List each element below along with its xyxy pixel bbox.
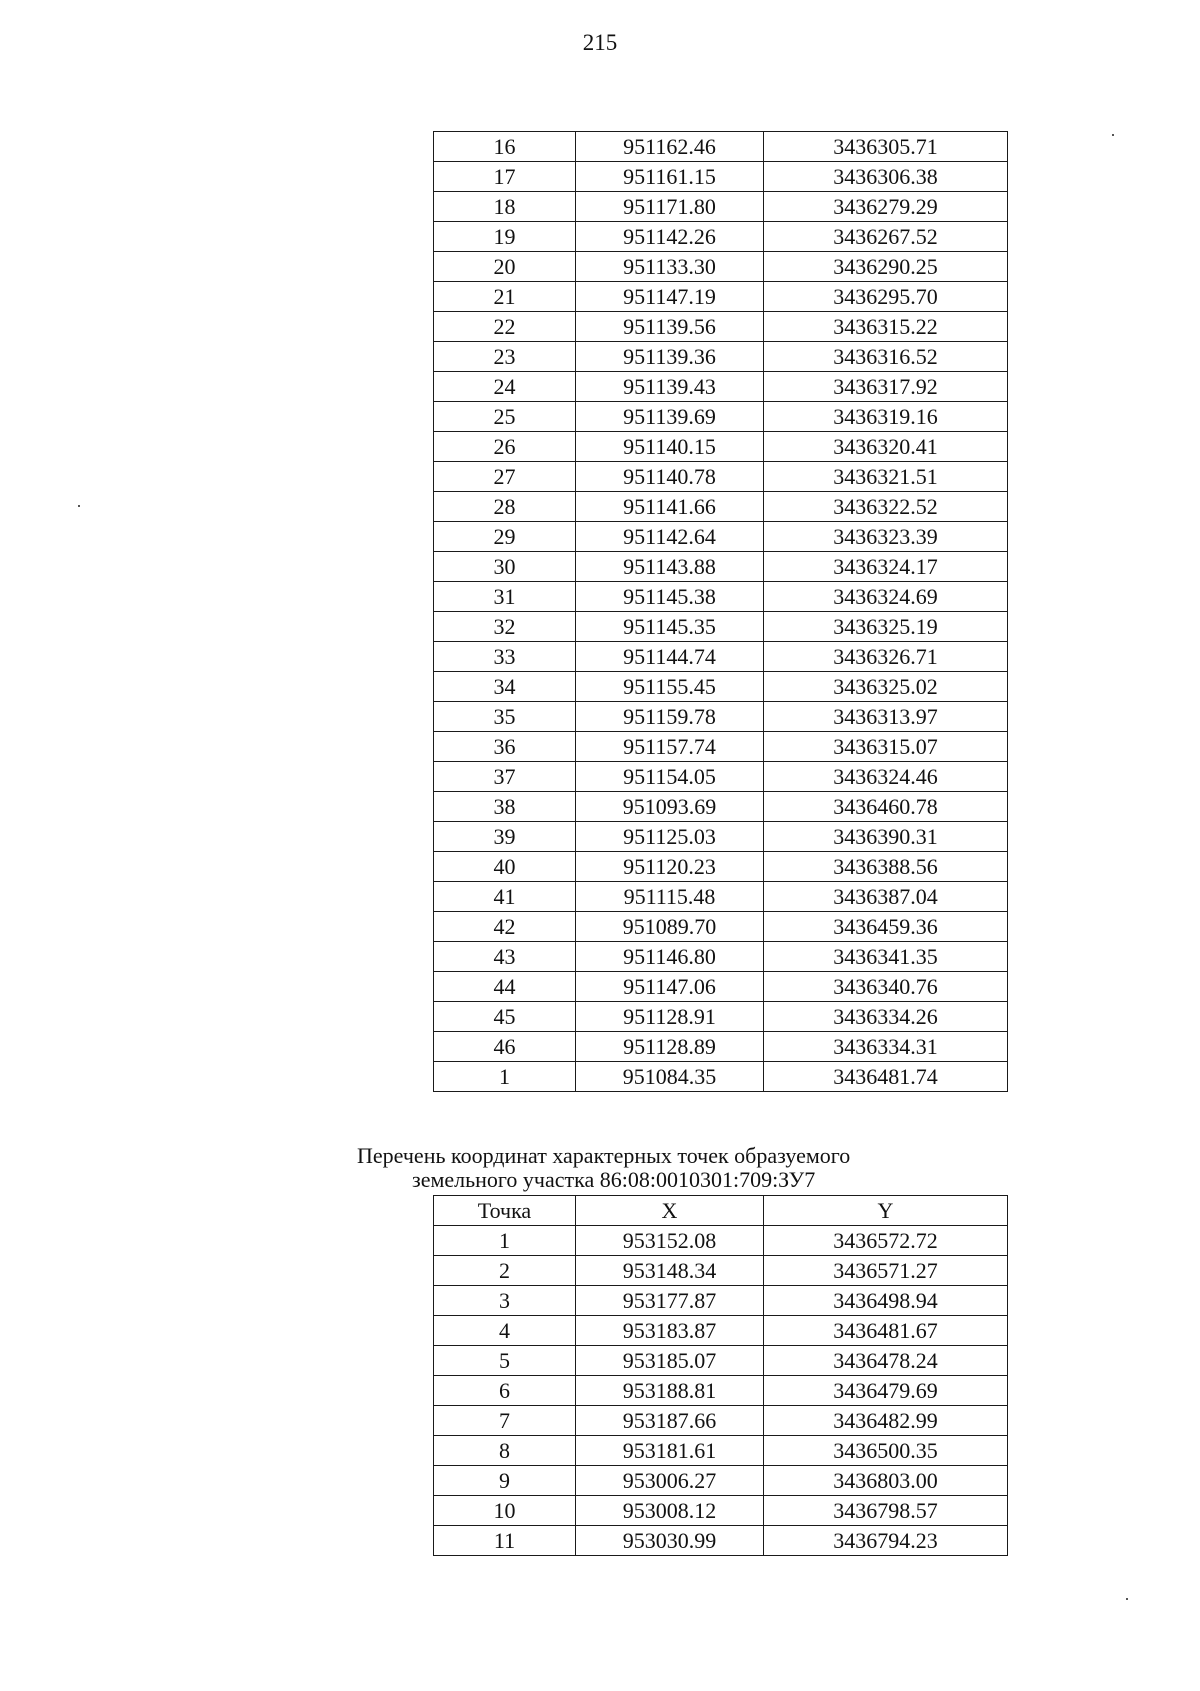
cell-x: 951142.64 [576,522,764,552]
cell-x: 953152.08 [576,1226,764,1256]
cell-x: 951142.26 [576,222,764,252]
cell-y: 3436794.23 [764,1526,1008,1556]
cell-x: 951120.23 [576,852,764,882]
cell-point: 2 [434,1256,576,1286]
cell-y: 3436388.56 [764,852,1008,882]
table-row [434,372,1008,402]
cell-point: 41 [434,882,576,912]
table-row [434,132,1008,162]
cell-y: 3436803.00 [764,1466,1008,1496]
cell-x: 951147.06 [576,972,764,1002]
cell-y: 3436334.31 [764,1032,1008,1062]
cell-x: 953181.61 [576,1436,764,1466]
table-row [434,312,1008,342]
cell-x: 951143.88 [576,552,764,582]
table-row [434,192,1008,222]
cell-point: 11 [434,1526,576,1556]
cell-y: 3436341.35 [764,942,1008,972]
table-row [434,792,1008,822]
table-row [434,252,1008,282]
table-row [434,672,1008,702]
cell-x: 953148.34 [576,1256,764,1286]
table-row [434,282,1008,312]
cell-point: 16 [434,132,576,162]
cell-x: 951125.03 [576,822,764,852]
cell-y: 3436482.99 [764,1406,1008,1436]
table-row [434,912,1008,942]
cell-x: 951140.15 [576,432,764,462]
table-row [434,1436,1008,1466]
cell-x: 953188.81 [576,1376,764,1406]
table-row [434,432,1008,462]
cell-y: 3436319.16 [764,402,1008,432]
table-row [434,402,1008,432]
cell-y: 3436340.76 [764,972,1008,1002]
cell-y: 3436323.39 [764,522,1008,552]
cell-x: 953006.27 [576,1466,764,1496]
table-row [434,702,1008,732]
table-row [434,222,1008,252]
cell-x: 953183.87 [576,1316,764,1346]
cell-y: 3436317.92 [764,372,1008,402]
cell-point: 1 [434,1062,576,1092]
cell-point: 29 [434,522,576,552]
cell-x: 953177.87 [576,1286,764,1316]
table-row [434,882,1008,912]
cell-y: 3436387.04 [764,882,1008,912]
table-row [434,162,1008,192]
cell-x: 951155.45 [576,672,764,702]
table-row [434,1002,1008,1032]
cell-y: 3436498.94 [764,1286,1008,1316]
cell-x: 951145.35 [576,612,764,642]
cell-x: 951084.35 [576,1062,764,1092]
table-row [434,1316,1008,1346]
cell-x: 953187.66 [576,1406,764,1436]
cell-x: 953008.12 [576,1496,764,1526]
header-y: Y [764,1196,1008,1226]
cell-point: 35 [434,702,576,732]
cell-y: 3436479.69 [764,1376,1008,1406]
cell-point: 9 [434,1466,576,1496]
table-row [434,1406,1008,1436]
table-row [434,1376,1008,1406]
cell-point: 25 [434,402,576,432]
cell-y: 3436326.71 [764,642,1008,672]
cell-point: 22 [434,312,576,342]
table-row [434,1062,1008,1092]
cell-y: 3436324.69 [764,582,1008,612]
cell-y: 3436481.74 [764,1062,1008,1092]
cell-x: 951157.74 [576,732,764,762]
cell-y: 3436324.46 [764,762,1008,792]
cell-y: 3436460.78 [764,792,1008,822]
cell-point: 10 [434,1496,576,1526]
cell-point: 8 [434,1436,576,1466]
cell-y: 3436572.72 [764,1226,1008,1256]
cell-point: 44 [434,972,576,1002]
cell-x: 951089.70 [576,912,764,942]
cell-x: 951139.69 [576,402,764,432]
cell-point: 40 [434,852,576,882]
cell-point: 39 [434,822,576,852]
cell-y: 3436571.27 [764,1256,1008,1286]
table-row [434,1032,1008,1062]
cell-x: 953030.99 [576,1526,764,1556]
cell-point: 5 [434,1346,576,1376]
cell-point: 17 [434,162,576,192]
coordinates-table-zu7 [433,1195,1008,1556]
cell-y: 3436325.19 [764,612,1008,642]
cell-x: 951128.91 [576,1002,764,1032]
cell-point: 18 [434,192,576,222]
cell-point: 38 [434,792,576,822]
table-row [434,492,1008,522]
cell-y: 3436316.52 [764,342,1008,372]
table-row [434,1256,1008,1286]
cell-point: 1 [434,1226,576,1256]
cell-y: 3436334.26 [764,1002,1008,1032]
cell-x: 951146.80 [576,942,764,972]
table-row [434,642,1008,672]
table-caption-line-2: земельного участка 86:08:0010301:709:ЗУ7 [412,1167,816,1192]
cell-x: 951171.80 [576,192,764,222]
cell-y: 3436279.29 [764,192,1008,222]
cell-y: 3436481.67 [764,1316,1008,1346]
table-row [434,732,1008,762]
table-row [434,762,1008,792]
cell-point: 27 [434,462,576,492]
cell-point: 7 [434,1406,576,1436]
cell-x: 951139.43 [576,372,764,402]
cell-point: 32 [434,612,576,642]
table-row [434,1286,1008,1316]
cell-y: 3436390.31 [764,822,1008,852]
cell-point: 4 [434,1316,576,1346]
table-row [434,822,1008,852]
cell-y: 3436798.57 [764,1496,1008,1526]
cell-x: 951154.05 [576,762,764,792]
cell-point: 23 [434,342,576,372]
scan-speck [1112,134,1114,136]
cell-y: 3436305.71 [764,132,1008,162]
cell-point: 19 [434,222,576,252]
cell-x: 951115.48 [576,882,764,912]
cell-point: 45 [434,1002,576,1032]
cell-x: 951159.78 [576,702,764,732]
cell-point: 21 [434,282,576,312]
cell-x: 951147.19 [576,282,764,312]
cell-x: 951128.89 [576,1032,764,1062]
cell-y: 3436290.25 [764,252,1008,282]
cell-x: 951144.74 [576,642,764,672]
cell-y: 3436313.97 [764,702,1008,732]
cell-y: 3436324.17 [764,552,1008,582]
cell-point: 34 [434,672,576,702]
cell-point: 46 [434,1032,576,1062]
cell-point: 30 [434,552,576,582]
table-row [434,942,1008,972]
cell-x: 951161.15 [576,162,764,192]
table-row [434,522,1008,552]
table-row [434,972,1008,1002]
cell-x: 951139.56 [576,312,764,342]
cell-y: 3436306.38 [764,162,1008,192]
cell-y: 3436315.22 [764,312,1008,342]
table-row [434,1346,1008,1376]
cell-x: 951141.66 [576,492,764,522]
cell-point: 20 [434,252,576,282]
cell-y: 3436459.36 [764,912,1008,942]
cell-point: 33 [434,642,576,672]
cell-y: 3436321.51 [764,462,1008,492]
cell-y: 3436315.07 [764,732,1008,762]
cell-point: 6 [434,1376,576,1406]
scan-speck [78,505,80,507]
table-row [434,852,1008,882]
cell-x: 951140.78 [576,462,764,492]
cell-y: 3436325.02 [764,672,1008,702]
table-row [434,342,1008,372]
cell-y: 3436267.52 [764,222,1008,252]
header-x: X [576,1196,764,1226]
cell-point: 3 [434,1286,576,1316]
scan-speck [1126,1598,1128,1600]
table-row [434,1226,1008,1256]
cell-x: 951162.46 [576,132,764,162]
page-number: 215 [582,30,618,55]
table-header-row [434,1196,1008,1226]
table-row [434,552,1008,582]
table-caption-line-1: Перечень координат характерных точек образуемого [357,1143,851,1168]
table-row [434,612,1008,642]
cell-point: 31 [434,582,576,612]
header-point: Точка [434,1196,576,1226]
cell-x: 951145.38 [576,582,764,612]
table-row [434,582,1008,612]
table-row [434,1526,1008,1556]
cell-y: 3436500.35 [764,1436,1008,1466]
cell-point: 28 [434,492,576,522]
cell-y: 3436320.41 [764,432,1008,462]
cell-point: 42 [434,912,576,942]
cell-x: 951133.30 [576,252,764,282]
cell-x: 951093.69 [576,792,764,822]
table-row [434,1496,1008,1526]
cell-point: 37 [434,762,576,792]
cell-y: 3436478.24 [764,1346,1008,1376]
cell-point: 43 [434,942,576,972]
table-row [434,462,1008,492]
table-row [434,1466,1008,1496]
cell-point: 26 [434,432,576,462]
cell-x: 951139.36 [576,342,764,372]
cell-point: 36 [434,732,576,762]
coordinates-table-continued [433,131,1008,1092]
cell-point: 24 [434,372,576,402]
cell-y: 3436322.52 [764,492,1008,522]
cell-y: 3436295.70 [764,282,1008,312]
cell-x: 953185.07 [576,1346,764,1376]
